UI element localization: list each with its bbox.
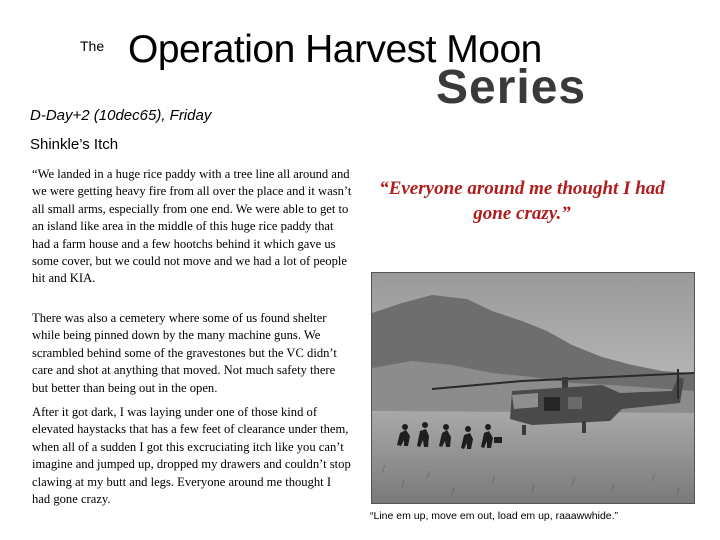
story-paragraph-2: There was also a cemetery where some of us found shelter while being pinned down by the many machine guns. We scrambled behind some of the gravestones but the VC didn’t care and shot at anything that moved. Not much safety there but better than being out in the open. — [32, 311, 337, 395]
date-line: D-Day+2 (10dec65), Friday — [30, 107, 212, 124]
helicopter-landing-scene — [372, 273, 694, 503]
story-paragraph-1: “We landed in a huge rice paddy with a tree line all around and we were getting heavy fire from all over the place and it wasn’t all small arms, especially from one end. We were able to get to an island like area in the middle of this huge rice paddy that had a farm house and a few hootchs behind it which gave us some cover, but we could not move and we had a lot of people hit and KIA. — [32, 167, 352, 286]
helicopter-photo — [371, 272, 695, 504]
page-title: Operation Harvest Moon — [128, 28, 542, 71]
title-prefix: The — [80, 38, 105, 54]
series-label: Series — [436, 61, 587, 114]
story-paragraph-3: After it got dark, I was laying under one of those kind of elevated haystacks that has a few feet of clearance under them, when all of a sudden I got this excruciating itch like you can’t imagine and jumped up, dropped my drawers and couldn’t stop clawing at my butt and legs. Everyone around me thought I had gone crazy. — [32, 405, 351, 507]
story-subtitle: Shinkle’s Itch — [30, 136, 119, 153]
pull-quote: “Everyone around me thought I had gone crazy.” — [379, 178, 665, 224]
photo-caption: “Line em up, move em out, load em up, raaawwhide.” — [370, 510, 619, 522]
